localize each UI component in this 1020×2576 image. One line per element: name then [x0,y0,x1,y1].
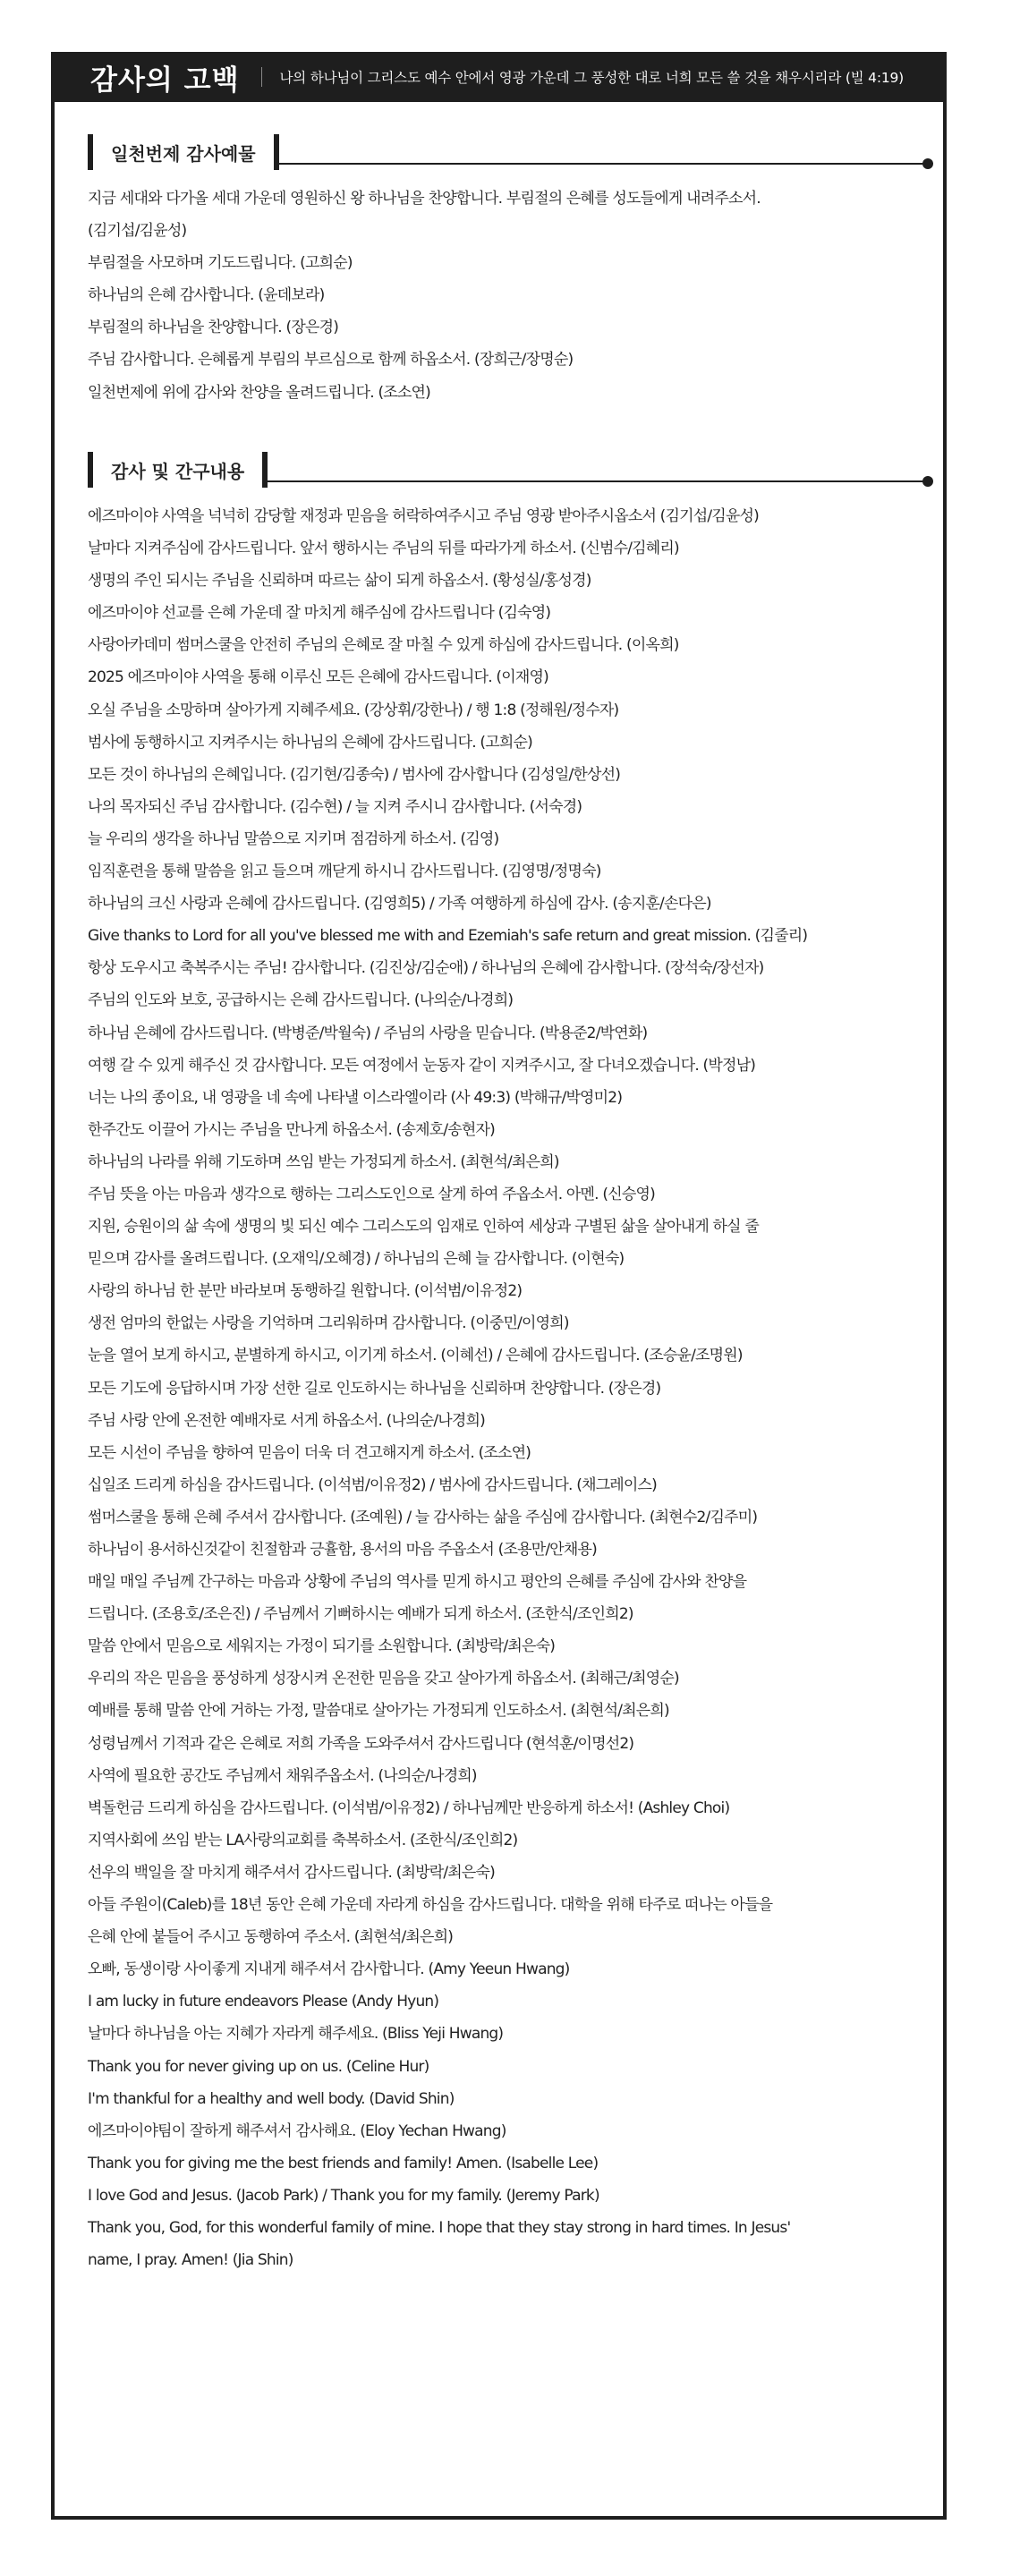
text-line: name, I pray. Amen! (Jia Shin) [88,2251,293,2270]
header-divider [261,67,262,87]
page-title: 감사의 고백 [90,64,240,97]
text-line: 하나님의 은혜 감사합니다. (윤데보라) [88,286,325,305]
text-line: 일천번제에 위에 감사와 찬양을 올려드립니다. (조소연) [88,383,430,402]
text-line: 날마다 하나님을 아는 지혜가 자라게 해주세요. (Bliss Yeji Hwang) [88,2025,504,2044]
text-line: 주님의 인도와 보호, 공급하시는 은혜 감사드립니다. (나의순/나경희) [88,991,514,1010]
text-line: 여행 갈 수 있게 해주신 것 감사합니다. 모든 여정에서 눈동자 같이 지켜주시고, 잘 다녀오겠습니다. (박정남) [88,1056,756,1075]
text-line: 생명의 주인 되시는 주님을 신뢰하며 따르는 삶이 되게 하옵소서. (황성실/홍성경) [88,572,591,591]
text-line: 한주간도 이끌어 가시는 주님을 만나게 하옵소서. (송제호/송현자) [88,1120,495,1139]
header-verse: 나의 하나님이 그리스도 예수 안에서 영광 가운데 그 풍성한 대로 너희 모든 쓸 것을 채우시리라 (빌 4:19) [279,70,905,86]
text-line: 지역사회에 쓰임 받는 LA사랑의교회를 축복하소서. (조한식/조인희2) [88,1831,518,1849]
text-line: 썸머스쿨을 통해 은혜 주셔서 감사합니다. (조예원) / 늘 감사하는 삶을 주심에 감사합니다. (최현수2/김주미) [88,1508,758,1526]
section-title: 감사 및 간구내용 [88,452,268,488]
text-line: 성령님께서 기적과 같은 은혜로 저희 가족을 도와주셔서 감사드립니다 (현석훈/이명선2) [88,1734,634,1753]
text-line: Thank you for never giving up on us. (Celine Hur) [88,2057,429,2076]
text-line: 지금 세대와 다가올 세대 가운데 영원하신 왕 하나님을 찬양합니다. 부림절의 은혜를 성도들에게 내려주소서. [88,190,761,208]
text-line: 말씀 안에서 믿음으로 세워지는 가정이 되기를 소원합니다. (최방락/최은숙) [88,1637,556,1656]
text-line: 매일 매일 주님께 간구하는 마음과 상황에 주님의 역사를 믿게 하시고 평안의 은혜를 주심에 감사와 찬양을 [88,1573,747,1592]
text-line: 드립니다. (조용호/조은진) / 주님께서 기뻐하시는 예배가 되게 하소서. (조한식/조인희2) [88,1605,633,1624]
header-bar [51,52,947,102]
text-line: 에즈마이야 선교를 은혜 가운데 잘 마치게 해주심에 감사드립니다 (김숙영) [88,604,551,623]
text-line: Thank you for giving me the best friends and family! Amen. (Isabelle Lee) [88,2154,599,2172]
text-line: 에즈마이야팀이 잘하게 해주셔서 감사해요. (Eloy Yechan Hwang) [88,2121,506,2140]
text-line: I love God and Jesus. (Jacob Park) / Thank you for my family. (Jeremy Park) [88,2186,599,2205]
text-line: Thank you, God, for this wonderful family of mine. I hope that they stay strong in hard times. In Jesus' [88,2218,791,2237]
text-line: 십일조 드리게 하심을 감사드립니다. (이석범/이유정2) / 범사에 감사드립니다. (채그레이스) [88,1475,658,1494]
text-line: 눈을 열어 보게 하시고, 분별하게 하시고, 이기게 하소서. (이혜선) / 은혜에 감사드립니다. (조승윤/조명원) [88,1347,743,1365]
text-line: 주님 사랑 안에 온전한 예배자로 서게 하옵소서. (나의순/나경희) [88,1411,485,1430]
section-header [88,134,924,175]
section-thanks-petitions [88,452,924,2276]
text-line: 오빠, 동생이랑 사이좋게 지내게 해주셔서 감사합니다. (Amy Yeeun Hwang) [88,1960,570,1979]
text-line: 사역에 필요한 공간도 주님께서 채워주옵소서. (나의순/나경희) [88,1766,477,1785]
text-line: 날마다 지켜주심에 감사드립니다. 앞서 행하시는 주님의 뒤를 따라가게 하소서. (신범수/김혜리) [88,540,679,558]
text-line: 항상 도우시고 축복주시는 주님! 감사합니다. (김진상/김순애) / 하나님의 은혜에 감사합니다. (장석숙/장선자) [88,959,764,978]
section-rule-dot [922,476,933,487]
text-line: 하나님이 용서하신것같이 친절함과 긍휼함, 용서의 마음 주옵소서 (조용만/안채용) [88,1541,597,1559]
text-line: 오실 주님을 소망하며 살아가게 지혜주세요. (강상휘/강한나) / 행 1:8 (정해원/정수자) [88,701,619,719]
text-line: 벽돌헌금 드리게 하심을 감사드립니다. (이석범/이유정2) / 하나님께만 반응하게 하소서! (Ashley Choi) [88,1798,730,1817]
text-line: I am lucky in future endeavors Please (Andy Hyun) [88,1993,439,2011]
text-line: 모든 것이 하나님의 은혜입니다. (김기현/김종숙) / 범사에 감사합니다 (김성일/한상선) [88,765,621,784]
section-lines [88,500,924,2276]
text-line: 2025 에즈마이야 사역을 통해 이루신 모든 은혜에 감사드립니다. (이재영) [88,668,548,687]
section-rule-dot [922,158,933,169]
text-line: Give thanks to Lord for all you've blessed me with and Ezemiah's safe return and great mission. (김줄리) [88,927,808,946]
text-line: 임직훈련을 통해 말씀을 읽고 들으며 깨닫게 하시니 감사드립니다. (김영명/정명숙) [88,863,601,881]
text-line: 늘 우리의 생각을 하나님 말씀으로 지키며 점검하게 하소서. (김영) [88,829,499,848]
text-line: 선우의 백일을 잘 마치게 해주셔서 감사드립니다. (최방락/최은숙) [88,1863,495,1882]
text-line: 모든 시선이 주님을 향하여 믿음이 더욱 더 견고해지게 하소서. (조소연) [88,1443,531,1462]
section-title: 일천번제 감사예물 [88,134,279,170]
text-line: 범사에 동행하시고 지켜주시는 하나님의 은혜에 감사드립니다. (고희순) [88,733,532,752]
text-line: 하나님의 크신 사랑과 은혜에 감사드립니다. (김영희5) / 가족 여행하게 하심에 감사. (송지훈/손다은) [88,895,711,914]
text-line: I'm thankful for a healthy and well body. (David Shin) [88,2089,455,2108]
text-line: 하나님의 나라를 위해 기도하며 쓰임 받는 가정되게 하소서. (최현석/최은희) [88,1152,559,1171]
section-thousand-offerings [88,134,924,409]
text-line: 부림절을 사모하며 기도드립니다. (고희순) [88,254,353,273]
text-line: 생전 엄마의 한없는 사랑을 기억하며 그리워하며 감사합니다. (이중민/이영희) [88,1314,569,1333]
text-line: 사랑의 하나님 한 분만 바라보며 동행하길 원합니다. (이석범/이유정2) [88,1282,523,1301]
text-line: 아들 주원이(Caleb)를 18년 동안 은혜 가운데 자라게 하심을 감사드립니다. 대학을 위해 타주로 떠나는 아들을 [88,1896,773,1915]
text-line: 부림절의 하나님을 찬양합니다. (장은경) [88,319,339,337]
text-line: 믿으며 감사를 올려드립니다. (오재익/오혜경) / 하나님의 은혜 늘 감사합니다. (이현숙) [88,1250,625,1269]
text-line: 하나님 은혜에 감사드립니다. (박병준/박월숙) / 주님의 사랑을 믿습니다. (박용준2/박연화) [88,1024,648,1042]
section-header [88,452,924,493]
text-line: 주님 뜻을 아는 마음과 생각으로 행하는 그리스도인으로 살게 하여 주옵소서. 아멘. (신승영) [88,1185,655,1203]
text-line: 주님 감사합니다. 은혜롭게 부림의 부르심으로 함께 하옵소서. (장희근/장명순) [88,351,574,370]
text-line: 은혜 안에 붙들어 주시고 동행하여 주소서. (최현석/최은희) [88,1928,454,1947]
text-line: 너는 나의 종이요, 내 영광을 네 속에 나타낼 이스라엘이라 (사 49:3) (박해규/박영미2) [88,1088,623,1107]
text-line: 나의 목자되신 주님 감사합니다. (김수현) / 늘 지켜 주시니 감사합니다. (서숙경) [88,797,582,816]
text-line: 모든 기도에 응답하시며 가장 선한 길로 인도하시는 하나님을 신뢰하며 찬양합니다. (장은경) [88,1379,661,1398]
section-lines [88,183,924,409]
text-line: 사랑아카데미 썸머스쿨을 안전히 주님의 은혜로 잘 마칠 수 있게 하심에 감사드립니다. (이옥희) [88,636,679,655]
text-line: (김기섭/김윤성) [88,222,187,241]
text-line: 우리의 작은 믿음을 풍성하게 성장시켜 온전한 믿음을 갖고 살아가게 하옵소서. (최해근/최영순) [88,1670,679,1688]
text-line: 에즈마이야 사역을 넉넉히 감당할 재정과 믿음을 허락하여주시고 주님 영광 받아주시옵소서 (김기섭/김윤성) [88,507,759,525]
text-line: 예배를 통해 말씀 안에 거하는 가정, 말씀대로 살아가는 가정되게 인도하소서. (최현석/최은희) [88,1702,669,1721]
text-line: 지원, 승원이의 삶 속에 생명의 빛 되신 예수 그리스도의 임재로 인하여 세상과 구별된 삶을 살아내게 하실 줄 [88,1218,760,1237]
